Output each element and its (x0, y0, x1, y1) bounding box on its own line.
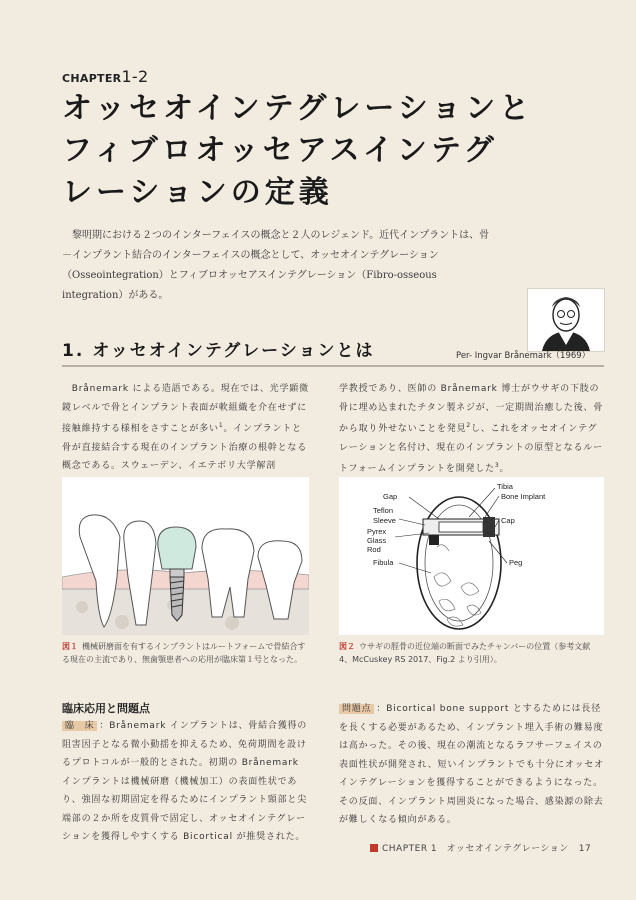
clinical-paragraph: 臨 床 ：Brånemark インプラントは、骨結合獲得の阻害因子となる微小動揺を抑えるため、免荷期間を設けるプロトコルが一般的とされた。初期の Brånemark インプラントは機械研磨（機械加工）の表面性状であり、強固な初期固定を得るためにインプラント頸部と尖端部の２か所を皮質骨で固定し、オッセオインテグレーションを獲得しやすくする Bicortical が推奨された。 (62, 721, 308, 842)
clinical-tag: 臨 床 (62, 721, 97, 731)
problem-tag: 問題点 (339, 704, 374, 714)
fig2-label-teflon: Teflon (373, 506, 394, 515)
page-title: オッセオインテグレーションと フィブロオッセアスインテグ レーションの定義 (62, 91, 534, 210)
fig2-label-fibula: Fibula (373, 558, 394, 567)
fig2-label-bone-implant: Bone Implant (501, 492, 546, 501)
body-left-column: Brånemark による造語である。現在では、光学顕微鏡レベルで骨とインプラント表面が軟組織を介在せずに接触維持する様相をさすことが多い$^1$。インプラントと骨が直接結合する現在のインプラント治療の根幹となる概念である。スウェーデン、イエテボリ大学解剖 (62, 384, 309, 471)
fig2-label-sleeve: Sleeve (373, 516, 396, 525)
fig2-label-cap: Cap (501, 516, 515, 525)
section-heading: 1. オッセオインテグレーションとは (62, 341, 375, 361)
page-footer: CHAPTER 1 オッセオインテグレーション 17 (370, 841, 591, 854)
fig2-label-pyrex: Pyrex (367, 527, 387, 536)
body-right-column: 学教授であり、医師の Brånemark 博士がウサギの下肢の骨に埋め込まれたチタン製ネジが、一定期間治癒した後、骨から取り外せないことを発見$^2$し、これをオッセオインテグレーションと名付け、現在のインプラントの原型となるルートフォームインプラントを開発した$^3$。 (339, 384, 604, 474)
portrait-caption: Per- Ingvar Brånemark（1969） (456, 351, 591, 361)
figure-1-caption: 図１ 機械研磨面を有するインプラントはルートフォームで骨結合する現在の主流であり、無歯顎患者への応用が臨床第１号となった。 (62, 642, 306, 664)
clinical-heading: 臨床応用と問題点 (62, 702, 150, 715)
figure-2-caption: 図２ ウサギの脛骨の近位端の断面でみたチャンバーの位置（参考文献 4、McCuskey RS 2017、Fig.2 より引用）。 (339, 642, 591, 664)
figure-2-rabbit-tibia (339, 477, 604, 635)
problem-paragraph: 問題点 ：Bicortical bone support とするためには長径を長くする必要があるため、インプラント埋入手術の難易度は高かった。その後、現在の潮流となるラフサーフェイスの表面性状が開発され、短いインプラントでも十分にオッセオインテグレーションを獲得することができるようになった。その反面、インプラント周囲炎になった場合、感染源の除去が難しくなる傾向がある。 (339, 704, 604, 825)
fig2-label-peg: Peg (509, 558, 523, 567)
chapter-label: CHAPTER1-2 (62, 67, 149, 86)
figure-1-teeth-implant (62, 477, 309, 635)
portrait-image (527, 288, 605, 352)
page-number: 17 (578, 844, 592, 854)
section-divider (62, 365, 604, 367)
intro-paragraph: 黎明期における２つのインターフェイスの概念と２人のレジェンド。近代インプラントは、骨－インプラント結合のインターフェイスの概念として、オッセオインテグレーション（Osseointegration）とフィブロオッセアスインテグレーション（Fibro-osseous integration）がある。 (62, 230, 490, 301)
fig2-label-gap: Gap (383, 492, 398, 501)
fig2-label-rod: Rod (367, 545, 381, 554)
fig2-label-glass: Glass (367, 536, 387, 545)
fig2-label-tibia: Tibia (497, 482, 513, 491)
footer-marker (370, 844, 378, 852)
